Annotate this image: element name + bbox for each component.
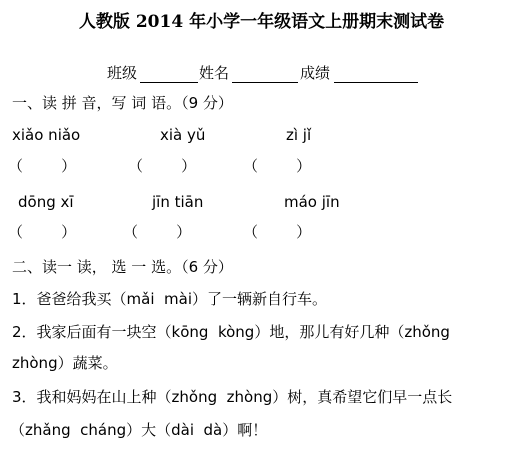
name-blank [232,82,298,83]
answer-blank: （ ） [128,157,197,175]
answer-blank: （ ） [8,223,77,241]
pinyin-item: xià yǔ [160,126,206,144]
pinyin-item: zì jǐ [286,126,312,144]
pinyin-item: jīn tiān [152,193,204,211]
question-3-line2: （zhǎng cháng）大（dài dà）啊！ [10,421,268,439]
question-3-line1: 3．我和妈妈在山上种（zhǒng zhòng）树，真希望它们早一点长 [12,388,453,406]
answer-blank: （ ） [8,157,77,175]
section1-heading: 一、读 拼 音，写 词 语。（9 分） [12,94,233,112]
pinyin-item: dōng xī [18,193,74,211]
question-1: 1．爸爸给我买（mǎi mài）了一辆新自行车。 [12,290,328,308]
pinyin-item: máo jīn [284,193,340,211]
name-label: 姓名 [199,64,230,82]
class-blank [140,82,198,83]
page-title: 人教版 2014 年小学一年级语文上册期末测试卷 [78,12,445,32]
question-2-line2: zhòng）蔬菜。 [12,354,118,372]
pinyin-item: xiǎo niǎo [12,126,81,144]
section2-heading: 二、读一 读， 选 一 选。（6 分） [12,258,233,276]
question-2-line1: 2．我家后面有一块空（kōng kòng）地，那儿有好几种（zhǒng [12,323,450,341]
class-label: 班级 [107,64,138,82]
answer-blank: （ ） [243,223,312,241]
score-blank [334,82,418,83]
score-label: 成绩 [300,64,331,82]
answer-blank: （ ） [123,223,192,241]
answer-blank: （ ） [243,157,312,175]
